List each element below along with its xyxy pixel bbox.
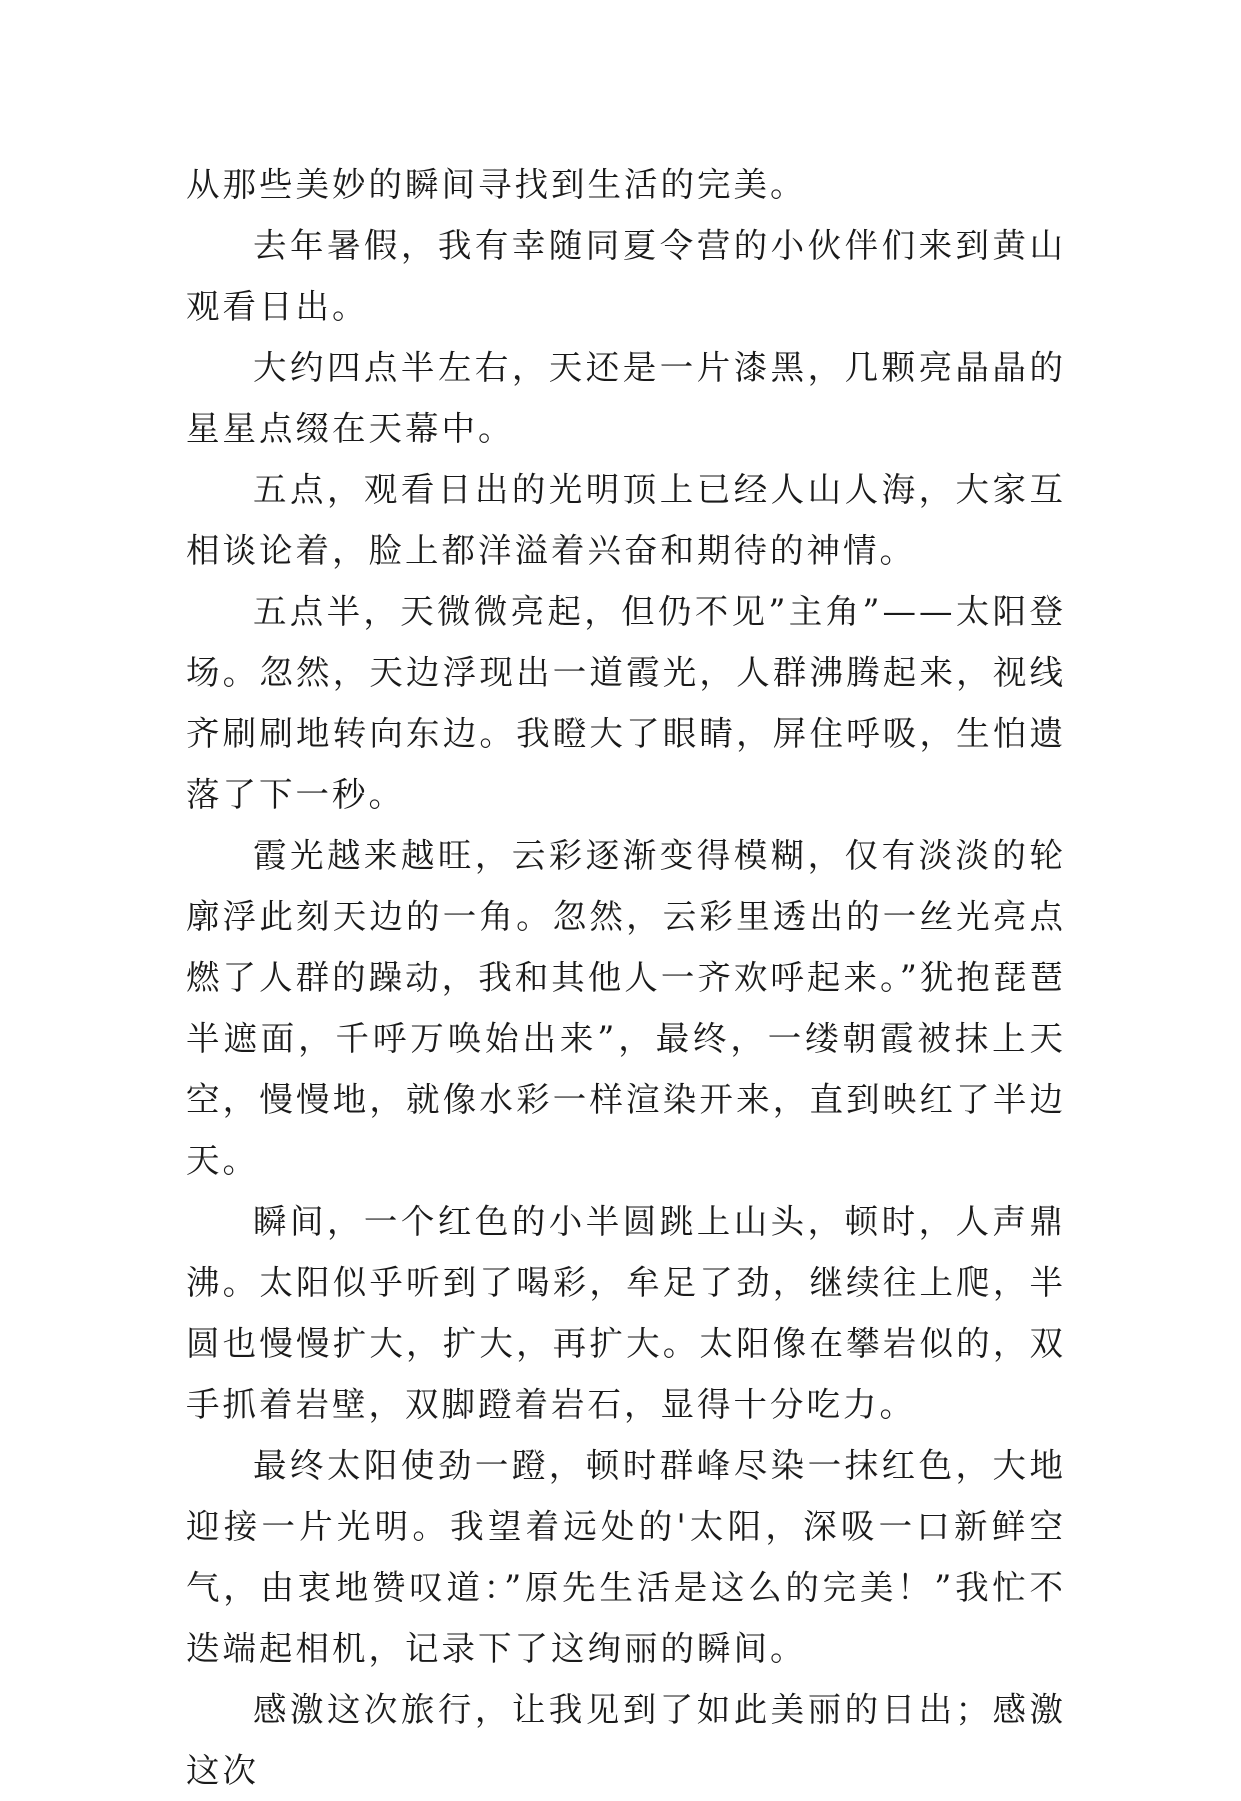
paragraph: 五点半，天微微亮起，但仍不见”主角”——太阳登场。忽然，天边浮现出一道霞光，人群沸腾起来，视线齐刷刷地转向东边。我瞪大了眼睛，屏住呼吸，生怕遗落了下一秒。 <box>186 592 1066 814</box>
paragraph: 感激这次旅行，让我见到了如此美丽的日出；感激这次 <box>186 1690 1066 1790</box>
paragraph: 大约四点半左右，天还是一片漆黑，几颗亮晶晶的星星点缀在天幕中。 <box>186 348 1066 448</box>
paragraph: 瞬间，一个红色的小半圆跳上山头，顿时，人声鼎沸。太阳似乎听到了喝彩，牟足了劲，继续往上爬，半圆也慢慢扩大，扩大，再扩大。太阳像在攀岩似的，双手抓着岩壁，双脚蹬着岩石，显得十分吃力。 <box>186 1202 1066 1424</box>
paragraph: 最终太阳使劲一蹬，顿时群峰尽染一抹红色，大地迎接一片光明。我望着远处的'太阳，深吸一口新鲜空气，由衷地赞叹道：”原先生活是这么的完美！”我忙不迭端起相机，记录下了这绚丽的瞬间。 <box>186 1446 1066 1668</box>
paragraph: 五点，观看日出的光明顶上已经人山人海，大家互相谈论着，脸上都洋溢着兴奋和期待的神情。 <box>186 470 1066 570</box>
essay-body <box>186 154 1066 1801</box>
paragraph-continuation: 从那些美妙的瞬间寻找到生活的完美。 <box>186 165 807 204</box>
paragraph: 霞光越来越旺，云彩逐渐变得模糊，仅有淡淡的轮廓浮此刻天边的一角。忽然，云彩里透出的一丝光亮点燃了人群的躁动，我和其他人一齐欢呼起来。”犹抱琵琶半遮面，千呼万唤始出来”，最终，一缕朝霞被抹上天空，慢慢地，就像水彩一样渲染开来，直到映红了半边天。 <box>186 836 1066 1180</box>
paragraph: 去年暑假，我有幸随同夏令营的小伙伴们来到黄山观看日出。 <box>186 226 1066 326</box>
